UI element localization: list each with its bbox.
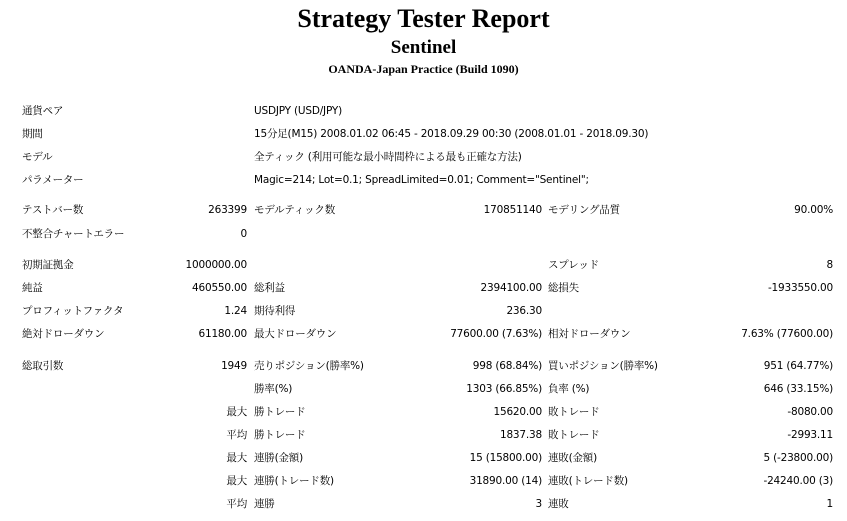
total-trades-label: 総取引数 xyxy=(22,360,64,372)
consecutive-losses-count-value: -24240.00 (3) xyxy=(763,475,833,487)
gross-loss-label: 総損失 xyxy=(548,282,579,294)
period-value: 15分足(M15) 2008.01.02 06:45 - 2018.09.29 00:30 (2008.01.01 - 2018.09.30) xyxy=(254,128,649,140)
absolute-drawdown-label: 絶対ドローダウン xyxy=(22,328,105,340)
period-label: 期間 xyxy=(22,128,43,140)
average-consecutive-prefix: 平均 xyxy=(226,498,247,510)
symbol-label: 通貨ペア xyxy=(22,105,64,117)
average-consecutive-losses-label: 連敗 xyxy=(548,498,569,510)
symbol-value: USDJPY (USD/JPY) xyxy=(254,105,342,117)
short-positions-value: 998 (68.84%) xyxy=(472,360,542,372)
largest-prefix: 最大 xyxy=(226,406,247,418)
relative-drawdown-value: 7.63% (77600.00) xyxy=(741,328,833,340)
absolute-drawdown-value: 61180.00 xyxy=(198,328,247,340)
model-value: 全ティック (利用可能な最小時間枠による最も正確な方法) xyxy=(254,151,522,163)
profit-trades-label: 勝率(%) xyxy=(254,383,293,395)
gross-profit-value: 2394100.00 xyxy=(480,282,542,294)
long-positions-label: 買いポジション(勝率%) xyxy=(548,360,658,372)
spread-label: スプレッド xyxy=(548,259,599,271)
report-title: Strategy Tester Report xyxy=(297,4,550,33)
average-consecutive-wins-value: 3 xyxy=(535,498,542,510)
total-trades-value: 1949 xyxy=(221,360,247,372)
maximal-drawdown-value: 77600.00 (7.63%) xyxy=(450,328,542,340)
consecutive-wins-count-value: 31890.00 (14) xyxy=(469,475,542,487)
model-label: モデル xyxy=(22,151,53,163)
average-consecutive-losses-value: 1 xyxy=(826,498,833,510)
largest-loss-value: -8080.00 xyxy=(787,406,833,418)
consecutive-wins-money-value: 15 (15800.00) xyxy=(469,452,542,464)
average-profit-label: 勝トレード xyxy=(254,429,306,441)
expected-payoff-value: 236.30 xyxy=(506,305,542,317)
largest-loss-label: 敗トレード xyxy=(548,406,600,418)
consecutive-losses-money-label: 連敗(金額) xyxy=(548,452,597,464)
consecutive-wins-money-label: 連勝(金額) xyxy=(254,452,303,464)
loss-trades-label: 負率 (%) xyxy=(548,383,590,395)
consecutive-losses-count-label: 連敗(トレード数) xyxy=(548,475,628,487)
server-build: OANDA-Japan Practice (Build 1090) xyxy=(328,62,519,76)
average-profit-value: 1837.38 xyxy=(499,429,542,441)
spread-value: 8 xyxy=(826,259,833,271)
consecutive-losses-money-value: 5 (-23800.00) xyxy=(763,452,833,464)
parameters-label: パラメーター xyxy=(22,174,84,186)
bars-value: 263399 xyxy=(208,204,247,216)
quality-value: 90.00% xyxy=(794,204,833,216)
profit-factor-label: プロフィットファクタ xyxy=(22,305,124,317)
ticks-value: 170851140 xyxy=(483,204,542,216)
short-positions-label: 売りポジション(勝率%) xyxy=(254,360,364,372)
loss-trades-value: 646 (33.15%) xyxy=(763,383,833,395)
mismatch-value: 0 xyxy=(240,228,247,240)
average-consecutive-wins-label: 連勝 xyxy=(254,498,275,510)
net-profit-value: 460550.00 xyxy=(192,282,247,294)
average-prefix: 平均 xyxy=(226,429,247,441)
consecutive-wins-count-label: 連勝(トレード数) xyxy=(254,475,334,487)
average-loss-label: 敗トレード xyxy=(548,429,600,441)
quality-label: モデリング品質 xyxy=(548,204,620,216)
relative-drawdown-label: 相対ドローダウン xyxy=(548,328,631,340)
profit-factor-value: 1.24 xyxy=(224,305,247,317)
max-consecutive-count-prefix: 最大 xyxy=(226,475,247,487)
expert-name: Sentinel xyxy=(390,37,457,58)
gross-profit-label: 総利益 xyxy=(254,282,285,294)
largest-profit-value: 15620.00 xyxy=(493,406,542,418)
max-consecutive-money-prefix: 最大 xyxy=(226,452,247,464)
mismatch-label: 不整合チャートエラー xyxy=(22,228,125,240)
profit-trades-value: 1303 (66.85%) xyxy=(466,383,542,395)
long-positions-value: 951 (64.77%) xyxy=(763,360,833,372)
gross-loss-value: -1933550.00 xyxy=(767,282,833,294)
deposit-value: 1000000.00 xyxy=(185,259,247,271)
average-loss-value: -2993.11 xyxy=(787,429,833,441)
ticks-label: モデルティック数 xyxy=(254,204,336,216)
expected-payoff-label: 期待利得 xyxy=(254,305,296,317)
maximal-drawdown-label: 最大ドローダウン xyxy=(254,328,337,340)
deposit-label: 初期証拠金 xyxy=(22,259,74,271)
parameters-value: Magic=214; Lot=0.1; SpreadLimited=0.01; Comment="Sentinel"; xyxy=(254,174,589,186)
bars-label: テストバー数 xyxy=(22,204,84,216)
net-profit-label: 純益 xyxy=(22,282,43,294)
largest-profit-label: 勝トレード xyxy=(254,406,306,418)
